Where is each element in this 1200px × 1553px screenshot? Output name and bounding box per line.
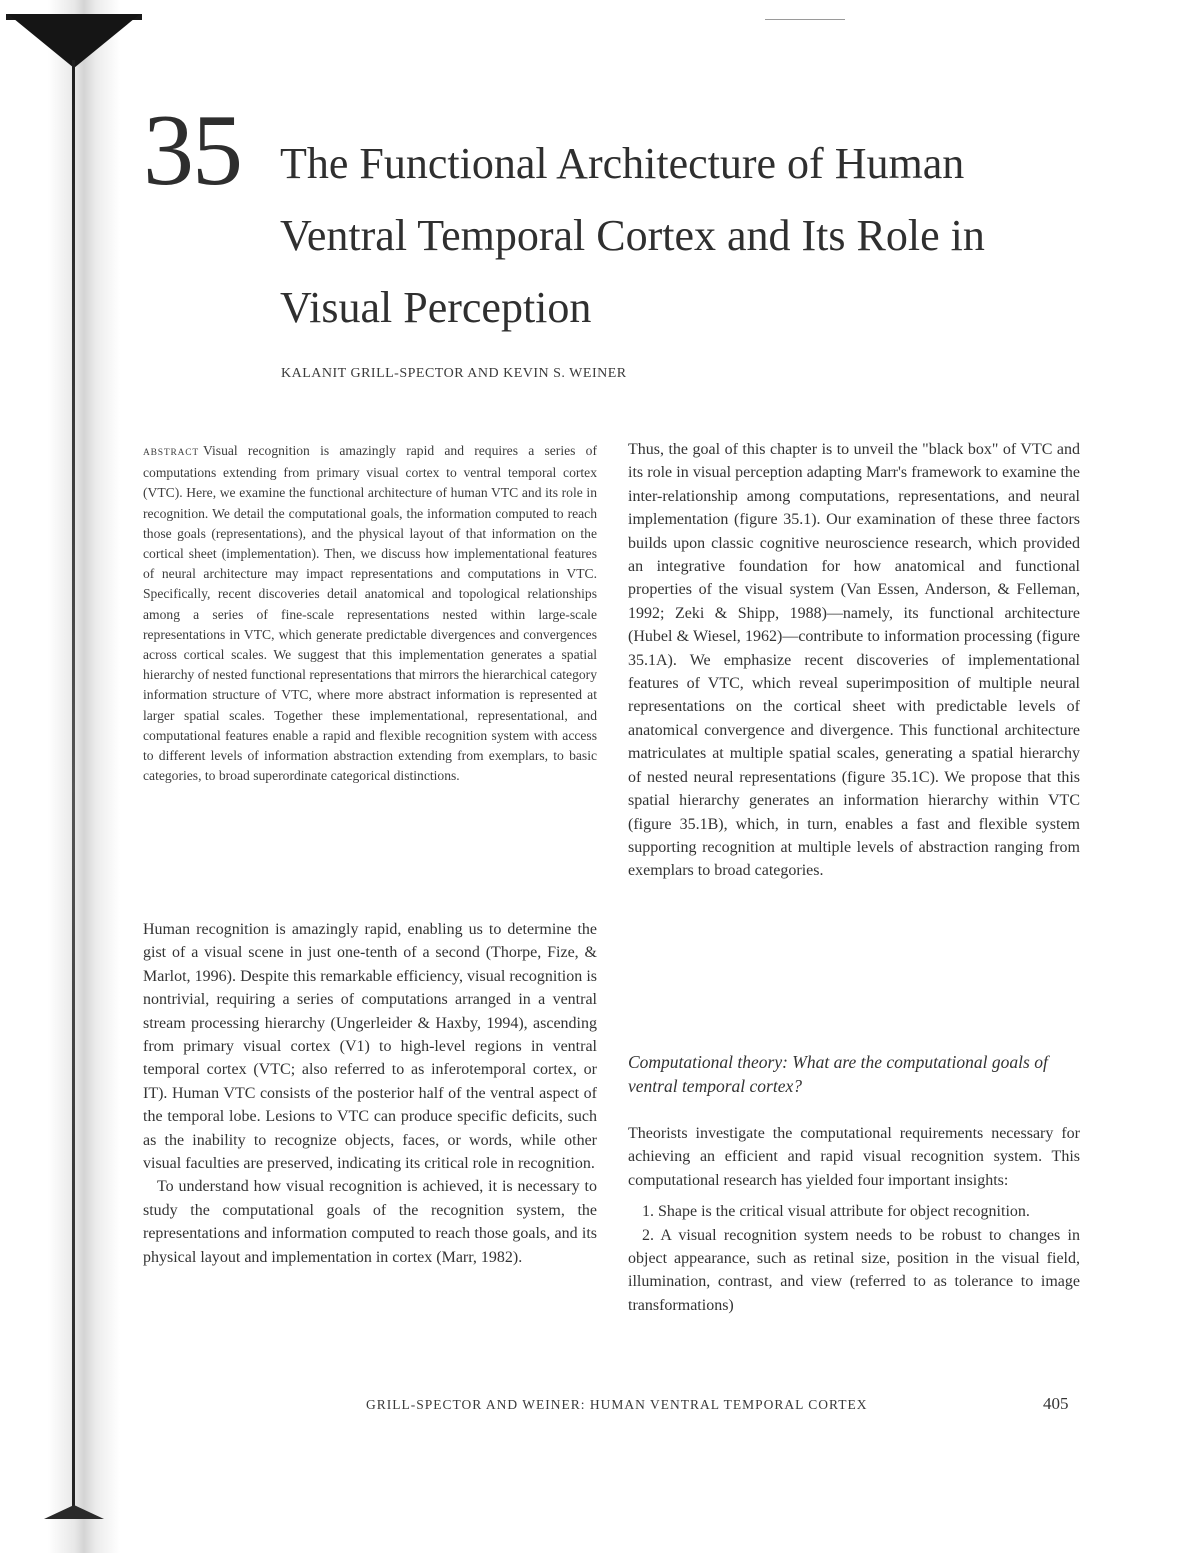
chapter-title: The Functional Architecture of Human Ventral Temporal Cortex and Its Role in Visual Perception: [280, 139, 985, 332]
running-head: GRILL-SPECTOR AND WEINER: HUMAN VENTRAL TEMPORAL CORTEX: [366, 1397, 868, 1412]
abstract: [143, 441, 597, 786]
chapter-number: 35: [143, 94, 241, 207]
chapter-authors: KALANIT GRILL-SPECTOR AND KEVIN S. WEINER: [281, 366, 627, 381]
section-heading: Computational theory: What are the computational goals of ventral temporal cortex?: [628, 1052, 1048, 1096]
section-body: [628, 1122, 1080, 1317]
body-paragraph: To understand how visual recognition is achieved, it is necessary to study the computational goals of the recognition system, the representations and information computed to reach those goals, and its physical layout and implementation in cortex (Marr, 1982).: [143, 1178, 597, 1266]
abstract-label: ABSTRACT: [143, 448, 200, 458]
binding-spine-line: [72, 60, 75, 1515]
scan-binding-shadow: [0, 0, 120, 1553]
body-paragraph: Thus, the goal of this chapter is to unveil the "black box" of VTC and its role in visual perception adapting Marr's framework to examine the inter-relationship among computations, representations, and neural implementation (figure 35.1). Our examination of these three factors builds upon classic cognitive neuroscience research, which provided an integrative foundation for how anatomical and functional properties of the visual system (Van Essen, Anderson, & Felleman, 1992; Zeki & Shipp, 1988)—namely, its functional architecture (Hubel & Wiesel, 1962)—contribute to information processing (figure 35.1A). We emphasize recent discoveries of implementational features of VTC, which reveal superimposition of multiple neural representations on the cortical sheet with predictable levels of anatomical convergence and divergence. This functional architecture matriculates at multiple spatial scales, generating a spatial hierarchy of nested neural representations (figure 35.1C). We propose that this spatial hierarchy generates an information hierarchy within VTC (figure 35.1B), which, in turn, enables a fast and flexible system supporting recognition at multiple levels of abstraction ranging from exemplars to broad categories.: [628, 441, 1080, 880]
section-intro: Theorists investigate the computational requirements necessary for achieving an efficient and rapid visual recognition system. This computational research has yielded four important insights:: [628, 1125, 1080, 1189]
left-column-body: [143, 918, 597, 1269]
right-column-body: [628, 438, 1080, 883]
list-item: 1. Shape is the critical visual attribute for object recognition.: [642, 1203, 1030, 1221]
scan-top-mark: [765, 19, 845, 20]
list-item: 2. A visual recognition system needs to be robust to changes in object appearance, such as retinal size, position in the visual field, illumination, contrast, and view (referred to as tolerance to image transformations): [628, 1226, 1080, 1314]
body-paragraph: Human recognition is amazingly rapid, enabling us to determine the gist of a visual scene in just one-tenth of a second (Thorpe, Fize, & Marlot, 1996). Despite this remarkable efficiency, visual recognition is nontrivial, requiring a series of computations arranged in a ventral stream processing hierarchy (Ungerleider & Haxby, 1994), ascending from primary visual cortex (V1) to high-level regions in ventral temporal cortex (VTC; also referred to as inferotemporal cortex, or IT). Human VTC consists of the posterior half of the ventral aspect of the temporal lobe. Lesions to VTC can produce specific deficits, such as the inability to recognize objects, faces, or words, while other visual faculties are preserved, indicating its critical role in recognition.: [143, 921, 597, 1173]
binding-bottom-mark: [44, 1505, 104, 1519]
abstract-text: Visual recognition is amazingly rapid and requires a series of computations extending from primary visual cortex to ventral temporal cortex (VTC). Here, we examine the functional architecture of human VTC and its role in recognition. We detail the computational goals, the information computed to reach those goals (representations), and the physical layout of that information on the cortical sheet (implementation). Then, we discuss how implementational features of neural architecture may impact representations and computations in VTC. Specifically, recent discoveries detail anatomical and topological relationships among a series of fine-scale representations nested within large-scale representations in VTC, which generate predictable divergences and convergences across cortical scales. We suggest that this implementation generates a spatial hierarchy of nested functional representations that mirrors the hierarchical category information structure of VTC, where more abstract information is represented at larger spatial scales. Together these implementational, representational, and computational features enable a rapid and flexible recognition system with access to different levels of information abstraction extending from exemplars, to basic categories, to broad superordinate categorical distinctions.: [143, 443, 597, 784]
page-number: 405: [1043, 1394, 1069, 1413]
